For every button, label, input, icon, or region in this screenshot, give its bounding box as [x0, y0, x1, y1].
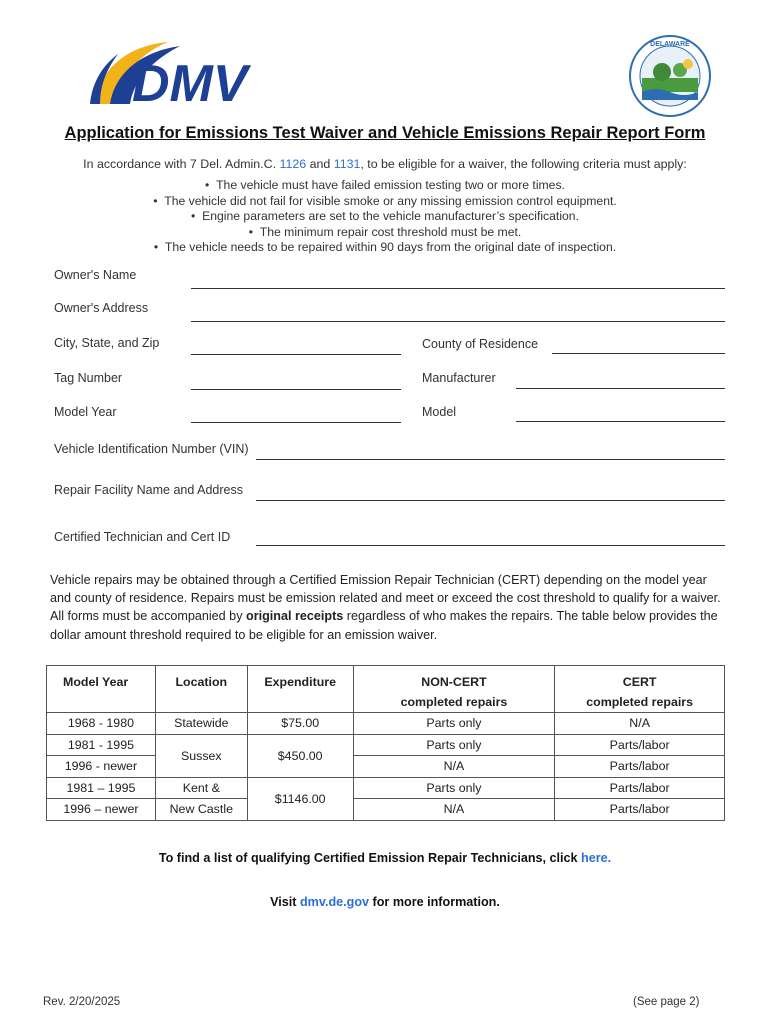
seal-text: DELAWARE — [650, 41, 690, 48]
criteria-item: • The vehicle must have failed emission testing two or more times. — [0, 178, 770, 194]
header-model-year: Model Year — [47, 666, 156, 713]
table-cell: $450.00 — [247, 734, 353, 777]
visit-prefix: Visit — [270, 895, 297, 909]
table-cell: Parts only — [353, 713, 555, 735]
table-row — [47, 799, 725, 821]
intro-text — [0, 157, 770, 171]
revision-date: Rev. 2/20/2025 — [43, 996, 121, 1008]
owner-address-label: Owner's Address — [54, 301, 149, 315]
manufacturer-field[interactable] — [516, 388, 725, 389]
table-row — [47, 734, 725, 756]
model-year-field[interactable] — [191, 422, 401, 423]
table-cell: Parts/labor — [555, 799, 725, 821]
cert-technicians-text: To find a list of qualifying Certified Emission Repair Technicians, click — [158, 851, 578, 865]
table-cell: $1146.00 — [247, 777, 353, 820]
original-receipts-text: original receipts — [246, 609, 344, 624]
table-cell: 1981 – 1995 — [47, 777, 156, 799]
table-cell: Parts/labor — [555, 756, 725, 778]
county-field[interactable] — [552, 353, 725, 354]
criteria-list — [0, 178, 770, 256]
dmv-logo-text: DMV — [132, 55, 248, 108]
manufacturer-label: Manufacturer — [422, 371, 496, 385]
table-cell: Kent & — [155, 777, 247, 799]
repair-facility-label: Repair Facility Name and Address — [54, 483, 243, 497]
criteria-item: • The minimum repair cost threshold must be met. — [0, 225, 770, 241]
model-field[interactable] — [516, 421, 725, 422]
table-cell: 1968 - 1980 — [47, 713, 156, 735]
page-title: Application for Emissions Test Waiver and Vehicle Emissions Repair Report Form — [64, 124, 706, 142]
technician-field[interactable] — [256, 545, 725, 546]
dmv-website-link[interactable]: dmv.de.gov — [299, 895, 370, 909]
criteria-item: • The vehicle needs to be repaired within 90 days from the original date of inspection. — [0, 240, 770, 256]
see-page-note: (See page 2) — [633, 996, 700, 1008]
header-cert-line1: CERT — [622, 675, 657, 689]
tag-number-label: Tag Number — [54, 371, 123, 385]
table-cell: Statewide — [155, 713, 247, 735]
header-cert-line2: completed repairs — [586, 695, 693, 709]
table-cell: Parts/labor — [555, 734, 725, 756]
table-cell: N/A — [353, 799, 555, 821]
vin-label: Vehicle Identification Number (VIN) — [54, 442, 249, 456]
cert-technicians-link[interactable]: here. — [581, 851, 612, 865]
tag-number-field[interactable] — [191, 389, 401, 390]
regulation-1131-link[interactable]: 1131 — [333, 157, 361, 171]
criteria-item: • Engine parameters are set to the vehicle manufacturer’s specification. — [0, 209, 770, 225]
table-row — [47, 777, 725, 799]
table-cell: New Castle — [155, 799, 247, 821]
header-noncert-line2: completed repairs — [400, 695, 508, 709]
header-cert — [555, 666, 725, 713]
city-state-zip-label: City, State, and Zip — [54, 336, 160, 350]
intro-prefix: In accordance with 7 Del. Admin.C. — [83, 157, 277, 171]
table-cell: $75.00 — [247, 713, 353, 735]
table-cell: 1996 - newer — [47, 756, 156, 778]
owner-name-label: Owner's Name — [54, 268, 137, 282]
repair-info-text-2: regardless of who makes the repairs. The table below provides the dollar amount threshold required to be eligible for an emission waiver. — [50, 609, 718, 642]
table-cell: Parts only — [353, 734, 555, 756]
criteria-item: • The vehicle did not fail for visible smoke or any missing emission control equipment. — [0, 194, 770, 210]
owner-name-field[interactable] — [191, 288, 725, 289]
header-location: Location — [155, 666, 247, 713]
model-label: Model — [422, 405, 457, 419]
visit-suffix: for more information. — [372, 895, 500, 909]
table-cell: Sussex — [155, 734, 247, 777]
table-cell: Parts only — [353, 777, 555, 799]
delaware-seal-icon — [628, 34, 712, 118]
table-cell: 1996 – newer — [47, 799, 156, 821]
repair-info-text-1: Vehicle repairs may be obtained through a Certified Emission Repair Technician (CERT) depending on the model year and county of residence. Repairs must be emission related and meet or exceed the cost threshold to qualify for a waiver. All forms must be accompanied by — [50, 573, 721, 624]
header-noncert-line1: NON-CERT — [421, 675, 487, 689]
vin-field[interactable] — [256, 459, 725, 460]
city-state-zip-field[interactable] — [191, 354, 401, 355]
header-noncert — [353, 666, 555, 713]
intro-suffix: , to be eligible for a waiver, the following criteria must apply: — [360, 157, 687, 171]
cert-technicians-line — [0, 851, 770, 865]
table-cell: 1981 - 1995 — [47, 734, 156, 756]
repair-facility-field[interactable] — [256, 500, 725, 501]
table-header-row — [47, 666, 725, 713]
model-year-label: Model Year — [54, 405, 117, 419]
dmv-logo — [88, 38, 263, 108]
technician-label: Certified Technician and Cert ID — [54, 530, 231, 544]
repair-info-paragraph — [50, 571, 722, 644]
table-cell: N/A — [555, 713, 725, 735]
intro-middle: and — [309, 157, 331, 171]
table-cell: Parts/labor — [555, 777, 725, 799]
regulation-1126-link[interactable]: 1126 — [279, 157, 307, 171]
table-row — [47, 756, 725, 778]
county-label: County of Residence — [422, 337, 539, 351]
owner-address-field[interactable] — [191, 321, 725, 322]
table-row — [47, 713, 725, 735]
threshold-table — [46, 665, 725, 821]
visit-line — [0, 895, 770, 909]
header-expenditure: Expenditure — [247, 666, 353, 713]
table-cell: N/A — [353, 756, 555, 778]
